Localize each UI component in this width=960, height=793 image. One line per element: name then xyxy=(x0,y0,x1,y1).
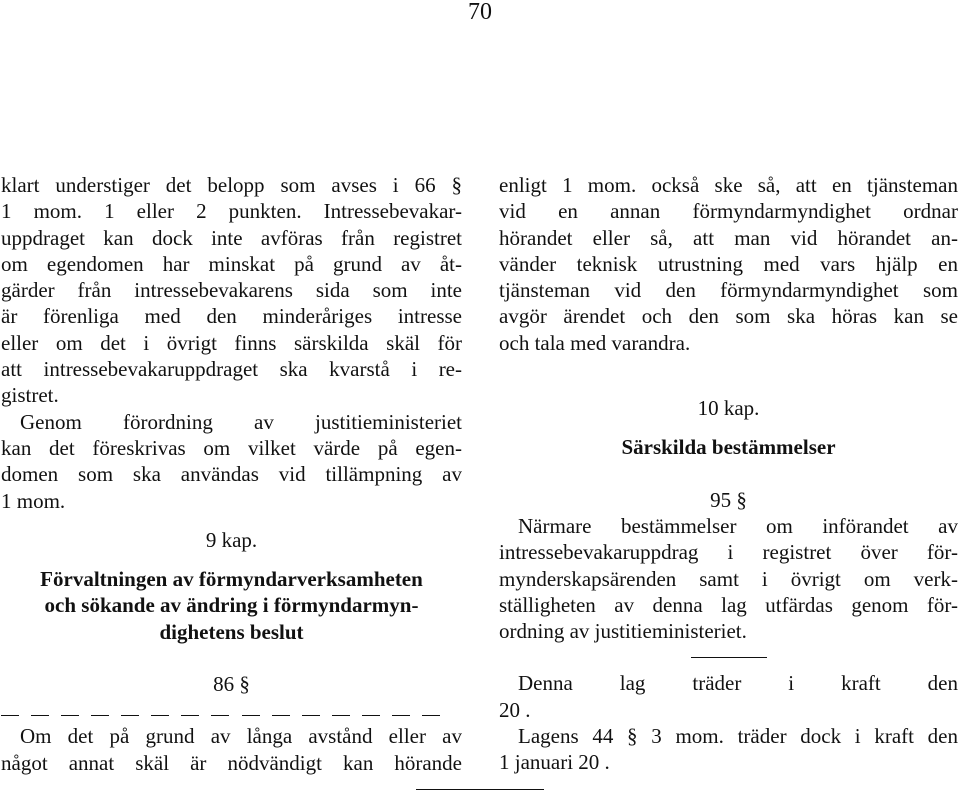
chapter-title-line: och sökande av ändring i förmyndarmyn- xyxy=(44,593,419,618)
text-line: 1 januari 20 . xyxy=(499,750,610,775)
text-line: tjänsteman vid den förmyndarmyndighet som xyxy=(499,278,958,303)
text-line: enligt 1 mom. också ske så, att en tjänsteman xyxy=(499,173,958,197)
text-line: domen som ska användas vid tillämpning av xyxy=(1,462,462,487)
text-line: intressebevakaruppdrag i registret över för- xyxy=(499,540,958,565)
text-line: klart understiger det belopp som avses i 66 § xyxy=(1,173,462,197)
text-line: Denna lag träder i kraft den xyxy=(518,671,958,696)
text-line: kan det föreskrivas om vilket värde på egen- xyxy=(1,435,462,460)
right-column xyxy=(499,172,958,776)
paragraph xyxy=(499,513,958,644)
left-column xyxy=(1,172,462,776)
paragraph xyxy=(1,172,462,409)
paragraph xyxy=(499,670,958,723)
text-line: eller om det i övrigt finns särskilda skäl för xyxy=(1,330,462,355)
text-line: vid en annan förmyndarmyndighet ordnar xyxy=(499,199,958,224)
chapter-title xyxy=(1,566,462,645)
chapter-title-line: Förvaltningen av förmyndarverksamheten xyxy=(40,567,423,592)
placeholder-dashes xyxy=(1,697,462,723)
section-heading: 86 § xyxy=(213,672,250,697)
chapter-title: Särskilda bestämmelser xyxy=(621,435,836,460)
chapter-heading: 9 kap. xyxy=(205,527,258,552)
text-line: uppdraget kan dock inte avföras från registret xyxy=(1,225,462,250)
section-heading: 95 § xyxy=(710,487,747,512)
text-line: Närmare bestämmelser om införandet av xyxy=(518,513,958,538)
paragraph xyxy=(499,172,958,356)
text-line: Om det på grund av långa avstånd eller av xyxy=(20,724,462,749)
text-line: är förenliga med den minderåriges intresse xyxy=(1,304,462,329)
paragraph xyxy=(1,409,462,514)
text-line: hörandet eller så, att man vid hörandet an- xyxy=(499,225,958,250)
text-line: 20 . xyxy=(499,697,531,722)
page-number: 70 xyxy=(468,0,492,25)
text-line: ordning av justitieministeriet. xyxy=(499,619,747,644)
text-line: 1 mom. 1 eller 2 punkten. Intressebevakar- xyxy=(1,199,462,224)
text-line: och tala med varandra. xyxy=(499,330,691,355)
separator-rule xyxy=(691,657,767,658)
chapter-title-line: dighetens beslut xyxy=(159,619,304,644)
text-line: något annat skäl är nödvändigt kan hörande xyxy=(1,750,462,775)
text-line: vänder teknisk utrustning med vars hjälp en xyxy=(499,251,958,276)
text-line: ställigheten av denna lag utfärdas genom för- xyxy=(499,592,958,617)
paragraph xyxy=(499,723,958,776)
chapter-heading: 10 kap. xyxy=(697,396,760,421)
text-line: avgör ärendet och den som ska höras kan se xyxy=(499,304,958,329)
text-line: 1 mom. xyxy=(1,488,66,513)
text-line: mynderskapsärenden samt i övrigt om verk- xyxy=(499,566,958,591)
text-line: gistret. xyxy=(1,383,59,408)
text-line: att intressebevakaruppdraget ska kvarstå i re- xyxy=(1,357,462,382)
paragraph xyxy=(1,723,462,776)
text-line: Lagens 44 § 3 mom. träder dock i kraft den xyxy=(518,724,958,749)
text-line: gärder från intressebevakarens sida som inte xyxy=(1,278,462,303)
text-line: Genom förordning av justitieministeriet xyxy=(20,409,462,434)
footer-rule xyxy=(416,789,544,790)
text-line: om egendomen har minskat på grund av åt- xyxy=(1,251,462,276)
